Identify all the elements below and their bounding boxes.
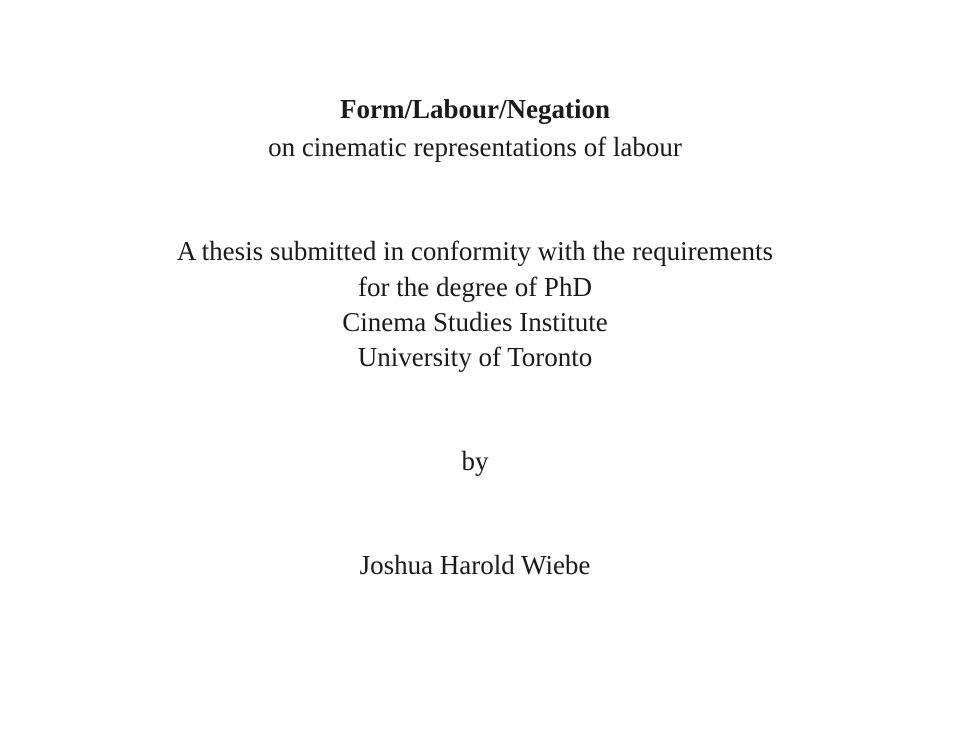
- author-name: Joshua Harold Wiebe: [359, 550, 591, 580]
- degree-line: for the degree of PhD: [358, 272, 592, 302]
- institute-line: Cinema Studies Institute: [342, 307, 608, 337]
- by-label: by: [461, 446, 489, 476]
- submission-statement-line-1: A thesis submitted in conformity with the requirements: [176, 236, 774, 266]
- university-line: University of Toronto: [357, 342, 593, 372]
- thesis-title: Form/Labour/Negation: [340, 94, 610, 124]
- thesis-subtitle: on cinematic representations of labour: [268, 132, 682, 162]
